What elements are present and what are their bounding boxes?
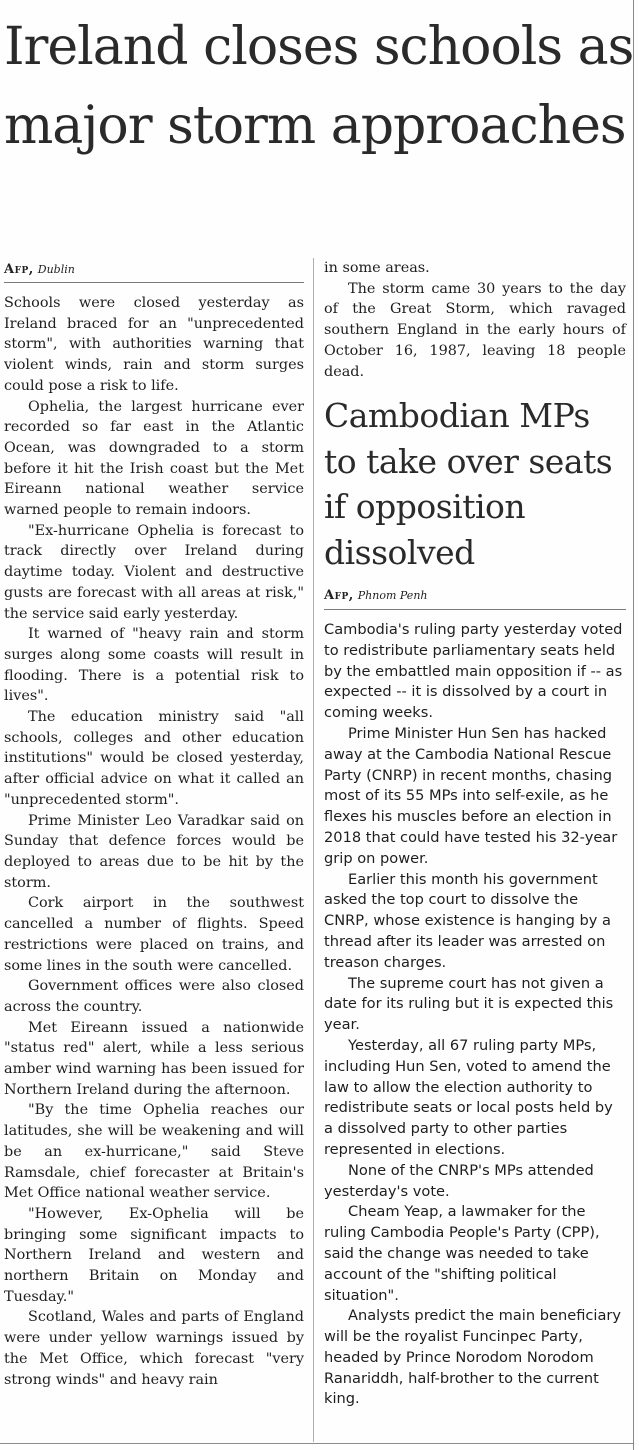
paragraph: Government offices were also closed across the country. <box>4 978 304 1015</box>
article1-byline-rule <box>4 282 304 283</box>
paragraph: Analysts predict the main beneficiary will be the royalist Funcinpec Party, headed by Prince Norodom Norodom Ranariddh, half-brother to the current king. <box>324 1307 622 1408</box>
paragraph: The supreme court has not given a date for its ruling but it is expected this year. <box>324 974 614 1034</box>
paragraph: Schools were closed yesterday as Ireland braced for an "unprecedented storm", with authorities warning that violent winds, rain and storm surges could pose a risk to life. <box>4 295 304 394</box>
article1-body-right <box>324 258 626 382</box>
article1-headline: Ireland closes schools as major storm approaches <box>4 17 634 156</box>
article2-headline: Cambodian MPs to take over seats if opposition dissolved <box>324 396 613 572</box>
article2-byline <box>324 587 428 605</box>
paragraph: Prime Minister Leo Varadkar said on Sunday that defence forces would be deployed to areas due to be hit by the storm. <box>4 812 304 891</box>
paragraph: None of the CNRP's MPs attended yesterday's vote. <box>324 1161 594 1200</box>
paragraph: The storm came 30 years to the day of the Great Storm, which ravaged southern England in the early hours of October 16, 1987, leaving 18 people dead. <box>324 280 626 380</box>
article1-byline <box>4 261 75 279</box>
article2-byline-rule <box>324 609 626 610</box>
article2-body <box>324 620 626 1410</box>
paragraph: "However, Ex-Ophelia will be bringing some significant impacts to Northern Ireland and western and northern Britain on Monday and Tuesday." <box>4 1205 304 1305</box>
paragraph: Cambodia's ruling party yesterday voted to redistribute parliamentary seats held by the embattled main opposition if -- as expected -- it is dissolved by a court in coming weeks. <box>324 621 623 722</box>
paragraph: The education ministry said "all schools, colleges and other education institutions" would be closed yesterday, after official advice on what it called an "unprecedented storm". <box>4 709 304 808</box>
paragraph: Ophelia, the largest hurricane ever recorded so far east in the Atlantic Ocean, was downgraded to a storm before it hit the Irish coast but the Met Eireann national weather service warned people to remain indoors. <box>4 398 304 519</box>
article1-agency: Afp, <box>4 262 34 277</box>
paragraph: Met Eireann issued a nationwide "status red" alert, while a less serious amber wind warning has been issued for Northern Ireland during the afternoon. <box>4 1019 304 1098</box>
paragraph: Cork airport in the southwest cancelled a number of flights. Speed restrictions were placed on trains, and some lines in the south were cancelled. <box>4 895 304 974</box>
paragraph: "By the time Ophelia reaches our latitudes, she will be weakening and will be an ex-hurricane," said Steve Ramsdale, chief forecaster at Britain's Met Office national weather service. <box>4 1102 304 1202</box>
paragraph: Yesterday, all 67 ruling party MPs, including Hun Sen, voted to amend the law to allow the election authority to redistribute seats or local posts held by a dissolved party to other parties represented in elections. <box>324 1036 613 1158</box>
article1-dateline: Dublin <box>37 263 75 276</box>
paragraph: Prime Minister Hun Sen has hacked away at the Cambodia National Rescue Party (CNRP) in recent months, chasing most of its 55 MPs into self-exile, as he flexes his muscles before an election in 2018 that could have tested his 32-year grip on power. <box>324 724 618 867</box>
paragraph: It warned of "heavy rain and storm surges along some coasts will result in flooding. There is a potential risk to lives". <box>4 626 304 705</box>
paragraph: in some areas. <box>324 260 430 276</box>
paragraph: "Ex-hurricane Ophelia is forecast to track directly over Ireland during daytime today. Violent and destructive gusts are forecast with all areas at risk," the service said early yesterday. <box>4 522 304 622</box>
bottom-rule <box>0 1443 633 1444</box>
paragraph: Scotland, Wales and parts of England were under yellow warnings issued by the Met Office, which forecast "very strong winds" and heavy rain <box>4 1309 304 1388</box>
article1-body-left <box>4 293 304 1390</box>
page-edge-rule <box>633 0 634 1450</box>
article2-dateline: Phnom Penh <box>357 589 428 602</box>
paragraph: Earlier this month his government asked the top court to dissolve the CNRP, whose existence is hanging by a thread after its leader was arrested on treason charges. <box>324 870 611 971</box>
column-divider <box>313 258 314 1442</box>
paragraph: Cheam Yeap, a lawmaker for the ruling Cambodia People's Party (CPP), said the change was needed to take account of the "shifting political situation". <box>324 1203 600 1304</box>
article2-agency: Afp, <box>324 588 354 603</box>
